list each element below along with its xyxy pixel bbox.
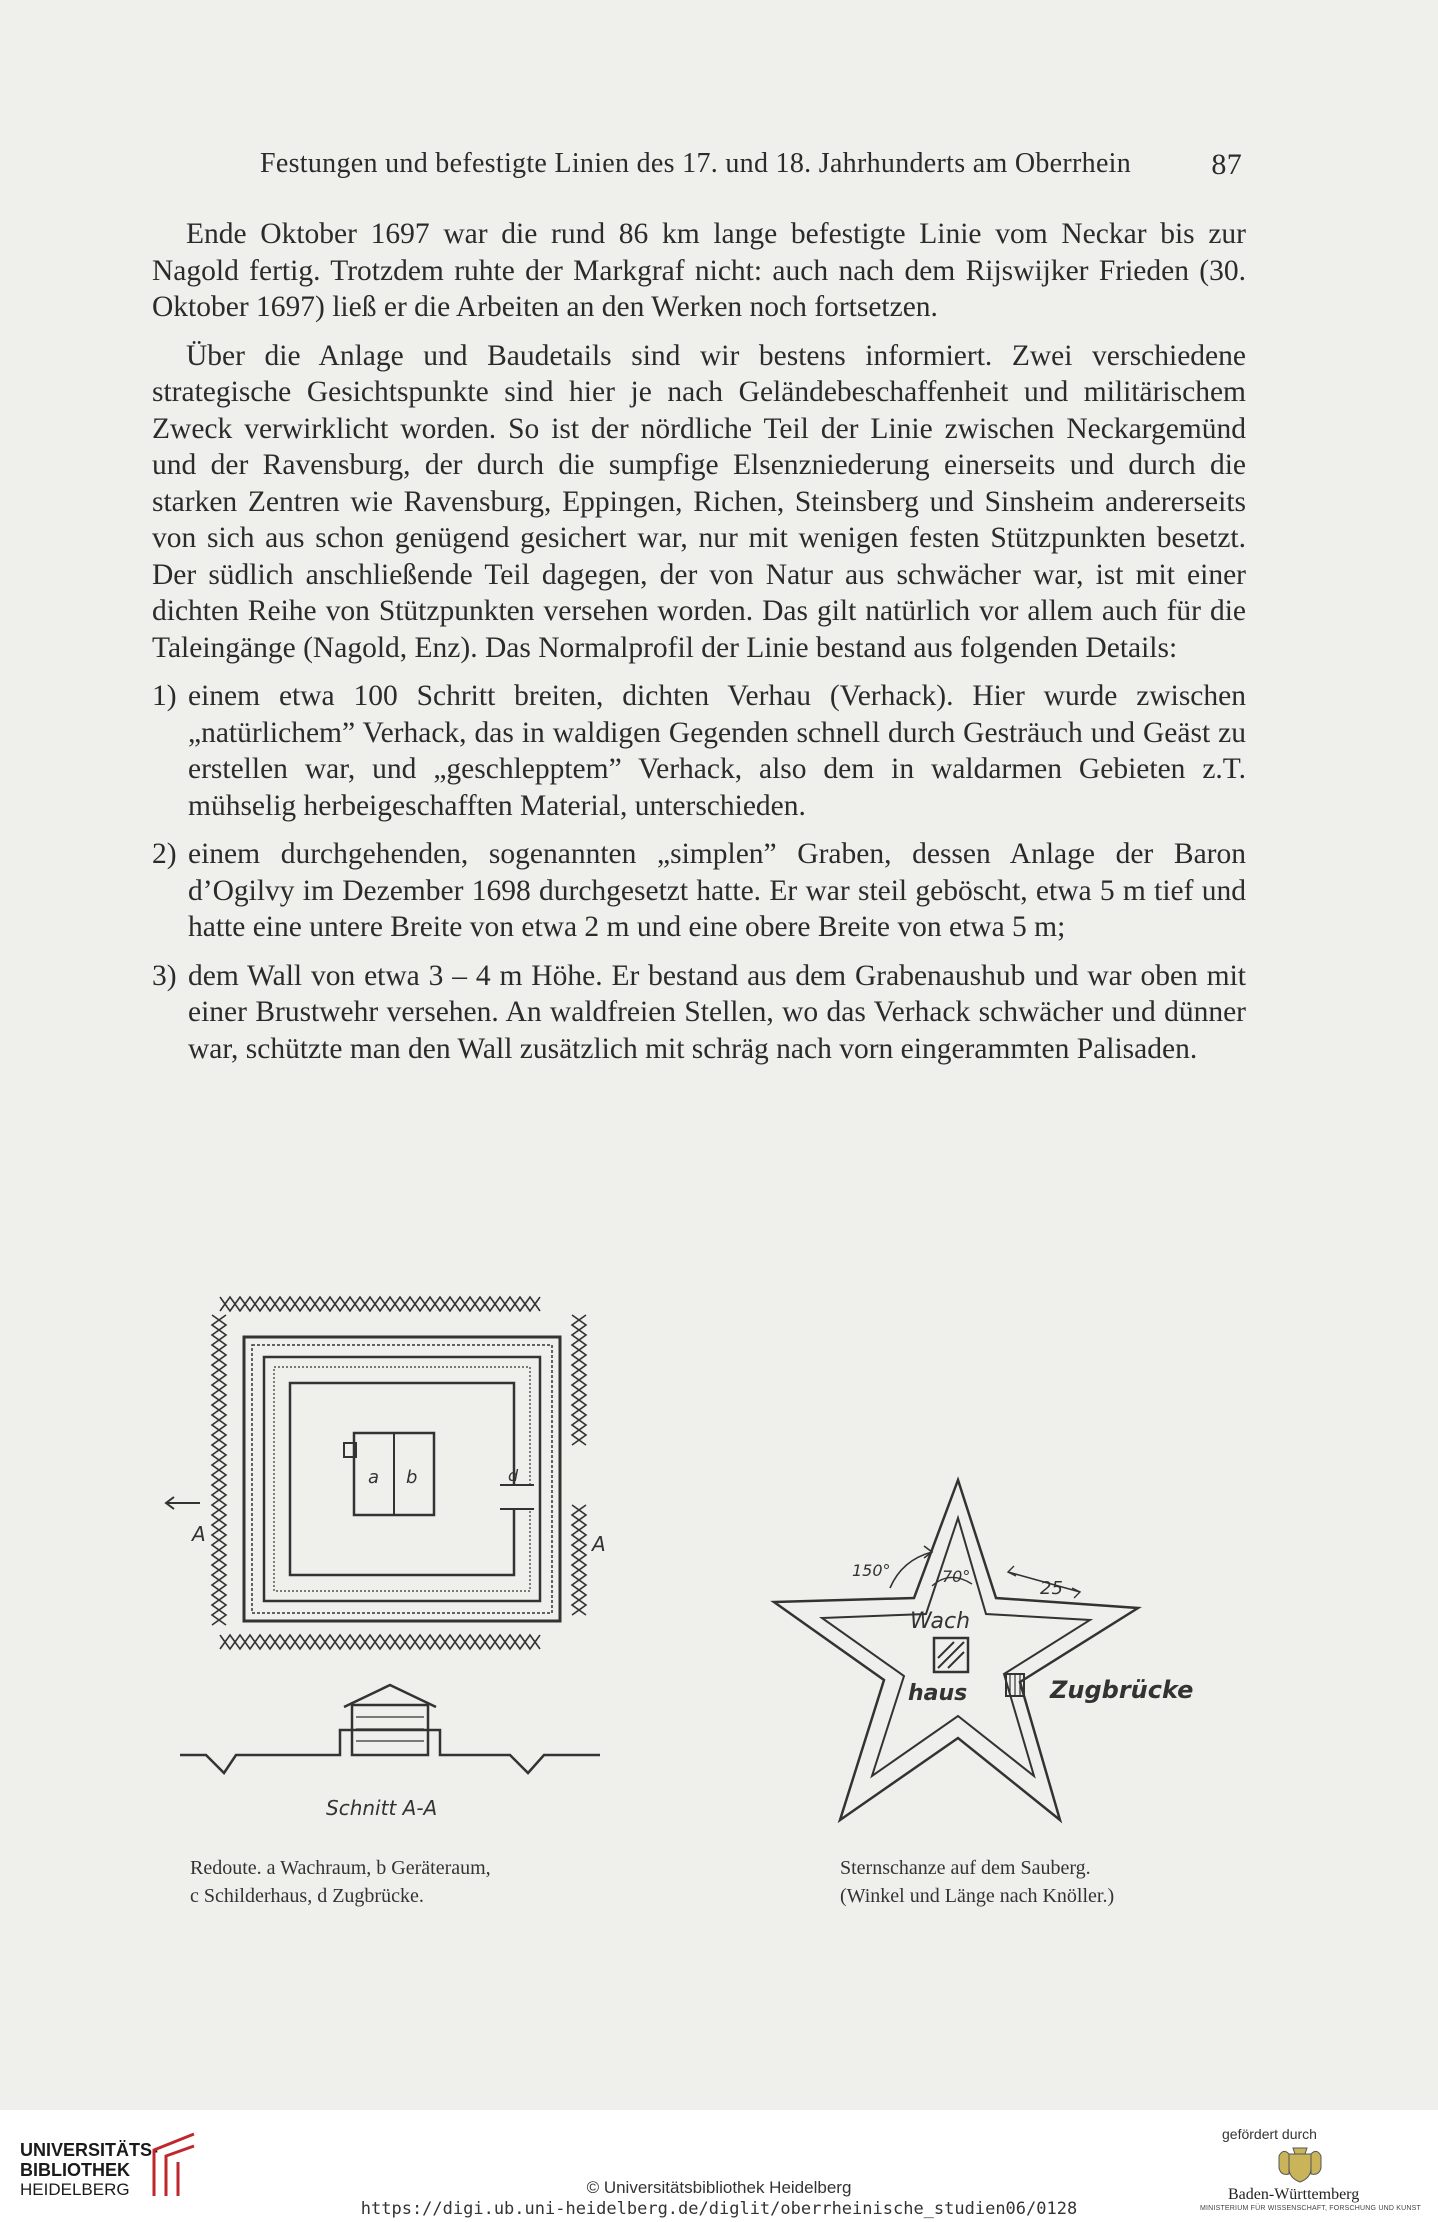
- funded-by-label: gefördert durch: [1222, 2126, 1317, 2142]
- logo-line: HEIDELBERG: [20, 2180, 130, 2199]
- section-profile: [180, 1730, 600, 1773]
- logo-line: BIBLIOTHEK: [20, 2160, 130, 2180]
- list-item: [152, 958, 1246, 1068]
- star-inner: [822, 1518, 1090, 1776]
- list-item: [152, 678, 1246, 824]
- paragraph-2: Über die Anlage und Baudetails sind wir bestens informiert. Zwei verschiedene strategische Gesichtspunkte sind hier je nach Geländebeschaffenheit und militärischem Zweck verwirklicht worden. So ist der nördliche Teil der Linie zwischen Neckargemünd und der Ravensburg, der durch die sumpfige Elsenzniederung einerseits und durch die starken Zentren wie Ravensburg, Eppingen, Richen, Steinsberg und Sinsheim andererseits von sich aus schon genügend gesichert war, nur mit wenigen festen Stützpunkten besetzt. Der südlich anschließende Teil dagegen, der von Natur aus schwächer war, ist mit einer dichten Reihe von Stützpunkten versehen worden. Das gilt natürlich vor allem auch für die Taleingänge (Nagold, Enz). Das Normalprofil der Linie bestand aus folgenden Details:: [152, 339, 1246, 664]
- inner-court: [290, 1383, 514, 1575]
- haus-label: haus: [908, 1681, 968, 1706]
- funder-name: Baden-Württemberg: [1228, 2186, 1360, 2203]
- list-text: dem Wall von etwa 3 – 4 m Höhe. Er bestand aus dem Grabenaushub und war oben mit einer Brustwehr versehen. An waldfreien Stellen, wo das Verhack schwächer und dünner war, schützte man den Wall zusätzlich mit schräg nach vorn eingerammten Palisaden.: [188, 959, 1246, 1065]
- running-title: Festungen und befestigte Linien des 17. und 18. Jahrhunderts am Oberrhein: [260, 148, 1132, 179]
- star-fort-figure: [760, 1470, 1260, 1830]
- list-number: 3): [152, 959, 177, 992]
- angle-70-label: 70°: [942, 1567, 971, 1586]
- label-d: d: [508, 1466, 519, 1485]
- detail-list: [152, 678, 1246, 1067]
- label-b: b: [406, 1467, 418, 1488]
- logo-line: UNIVERSITÄTS-: [20, 2140, 159, 2160]
- list-text: einem durchgehenden, sogenannten „simplen” Graben, dessen Anlage der Baron d’Ogilvy im Dezember 1698 durchgesetzt hatte. Er war steil geböscht, etwa 5 m tief und hatte eine untere Breite von etwa 2 m und eine obere Breite von etwa 5 m;: [188, 838, 1246, 943]
- caption-line: (Winkel und Länge nach Knöller.): [840, 1885, 1115, 1907]
- label-A-left: A: [192, 1522, 206, 1546]
- funder-subtitle: MINISTERIUM FÜR WISSENSCHAFT, FORSCHUNG UND KUNST: [1200, 2205, 1421, 2212]
- page-number: 87: [1211, 148, 1242, 181]
- caption-line: c Schilderhaus, d Zugbrücke.: [190, 1885, 424, 1907]
- section-label: Schnitt A-A: [326, 1796, 438, 1820]
- wach-label: Wach: [910, 1609, 971, 1634]
- right-figure-caption: [840, 1854, 1114, 1910]
- caption-line: Redoute. a Wachraum, b Geräteraum,: [190, 1857, 491, 1879]
- list-number: 1): [152, 680, 177, 712]
- left-figure-caption: [190, 1854, 491, 1910]
- length-25-label: 25: [1040, 1578, 1063, 1599]
- list-number: 2): [152, 838, 177, 870]
- paragraph-1: Ende Oktober 1697 war die rund 86 km lange befestigte Linie vom Neckar bis zur Nagold fertig. Trotzdem ruhte der Markgraf nicht: auch nach dem Rijswijker Frieden (30. Oktober 1697) ließ er die Arbeiten an den Werken noch fortsetzen.: [152, 218, 1246, 323]
- list-item: [152, 836, 1246, 946]
- permalink[interactable]: https://digi.ub.uni-heidelberg.de/diglit/oberrheinische_studien06/0128: [360, 2199, 1078, 2219]
- redoute-plan-figure: [140, 1285, 620, 1825]
- zugbruecke-label: Zugbrücke: [1050, 1676, 1194, 1704]
- angle-150-label: 150°: [852, 1561, 891, 1580]
- list-text: einem etwa 100 Schritt breiten, dichten Verhau (Verhack). Hier wurde zwischen „natürlichem” Verhack, das in waldigen Gegenden schnell durch Gesträuch und Geäst zu erstellen war, und „geschlepptem” Verhack, also dem in waldarmen Gebieten z.T. mühselig herbeigeschafften Material, unterschieden.: [188, 680, 1246, 822]
- label-a: a: [368, 1467, 380, 1488]
- copyright-text: © Universitätsbibliothek Heidelberg: [586, 2178, 852, 2197]
- label-A-right: A: [592, 1532, 606, 1556]
- caption-line: Sternschanze auf dem Sauberg.: [840, 1857, 1091, 1879]
- running-header: [260, 148, 1250, 188]
- body-text: [152, 216, 1246, 1079]
- coat-of-arms-icon: [1275, 2146, 1325, 2184]
